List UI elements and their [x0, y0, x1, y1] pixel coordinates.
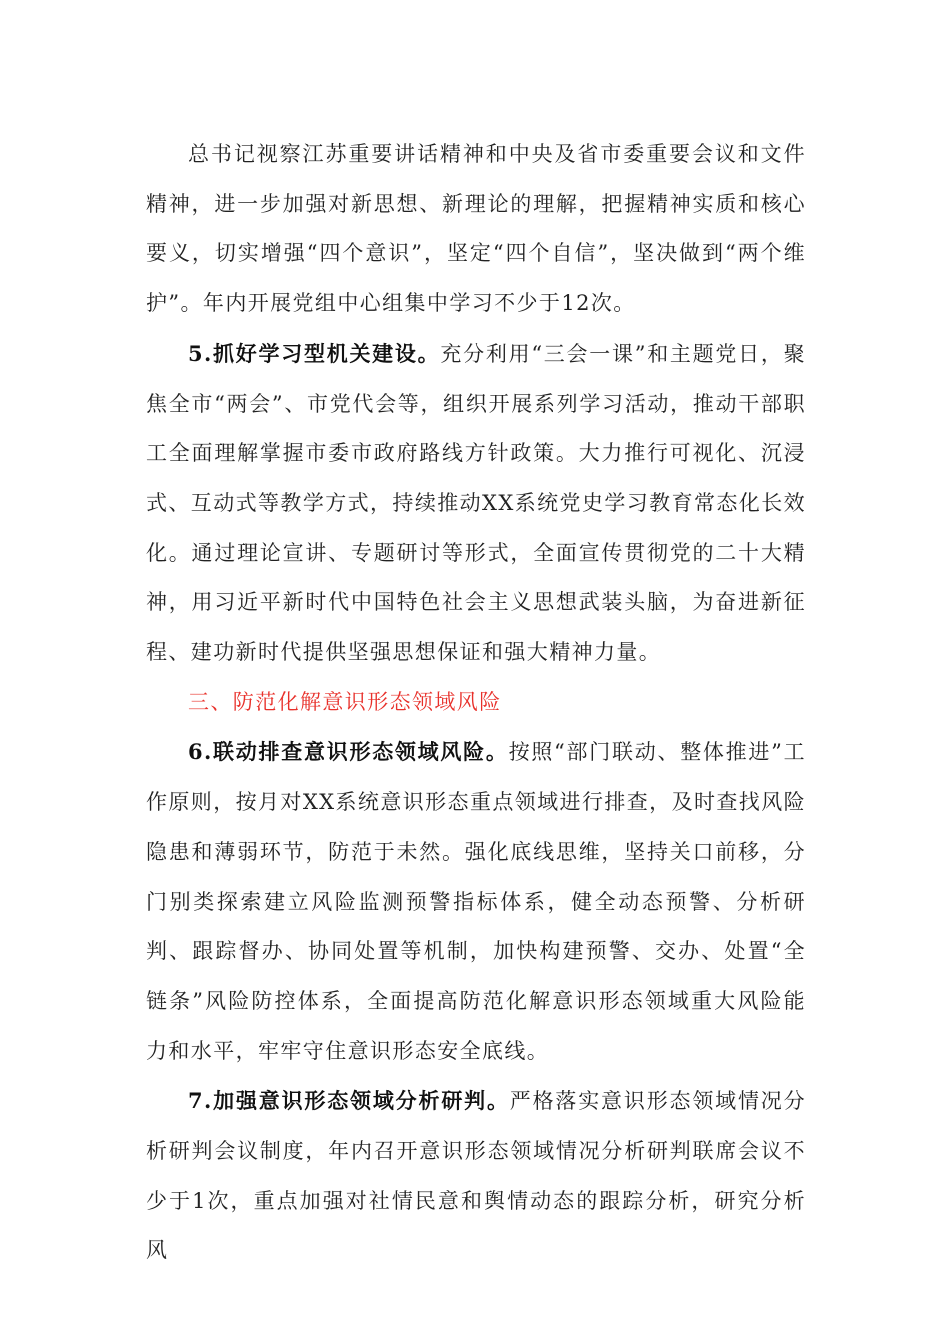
paragraph-item-7 [146, 1076, 806, 1276]
item-6-body: 按照“部门联动、整体推进”工作原则，按月对XX系统意识形态重点领域进行排查，及时查找风险隐患和薄弱环节，防范于未然。强化底线思维，坚持关口前移，分门别类探索建立风险监测预警指标体系，健全动态预警、分析研判、跟踪督办、协同处置等机制，加快构建预警、交办、处置“全链条”风险防控体系，全面提高防范化解意识形态领域重大风险能力和水平，牢牢守住意识形态安全底线。 [146, 740, 806, 1063]
item-7-body: 严格落实意识形态领域情况分析研判会议制度，年内召开意识形态领域情况分析研判联席会议不少于1次，重点加强对社情民意和舆情动态的跟踪分析，研究分析风 [146, 1089, 806, 1263]
section-heading-text: 三、防范化解意识形态领域风险 [188, 689, 502, 714]
paragraph-item-5 [146, 329, 806, 678]
item-7-lead: 7.加强意识形态领域分析研判。 [188, 1088, 510, 1114]
paragraph-text: 总书记视察江苏重要讲话精神和中央及省市委重要会议和文件精神，进一步加强对新思想、新理论的理解，把握精神实质和核心要义，切实增强“四个意识”，坚定“四个自信”，坚决做到“两个维护”。年内开展党组中心组集中学习不少于12次。 [146, 142, 806, 316]
section-heading-3 [146, 678, 806, 728]
document-body [146, 130, 806, 1276]
item-5-lead: 5.抓好学习型机关建设。 [188, 340, 441, 366]
item-5-body: 充分利用“三会一课”和主题党日，聚焦全市“两会”、市党代会等，组织开展系列学习活动，推动干部职工全面理解掌握市委市政府路线方针政策。大力推行可视化、沉浸式、互动式等教学方式，持续推动XX系统党史学习教育常态化长效化。通过理论宣讲、专题研讨等形式，全面宣传贯彻党的二十大精神，用习近平新时代中国特色社会主义思想武装头脑，为奋进新征程、建功新时代提供坚强思想保证和强大精神力量。 [146, 341, 806, 665]
paragraph-study-spirit [146, 130, 806, 329]
item-6-lead: 6.联动排查意识形态领域风险。 [188, 739, 509, 765]
paragraph-item-6 [146, 727, 806, 1076]
